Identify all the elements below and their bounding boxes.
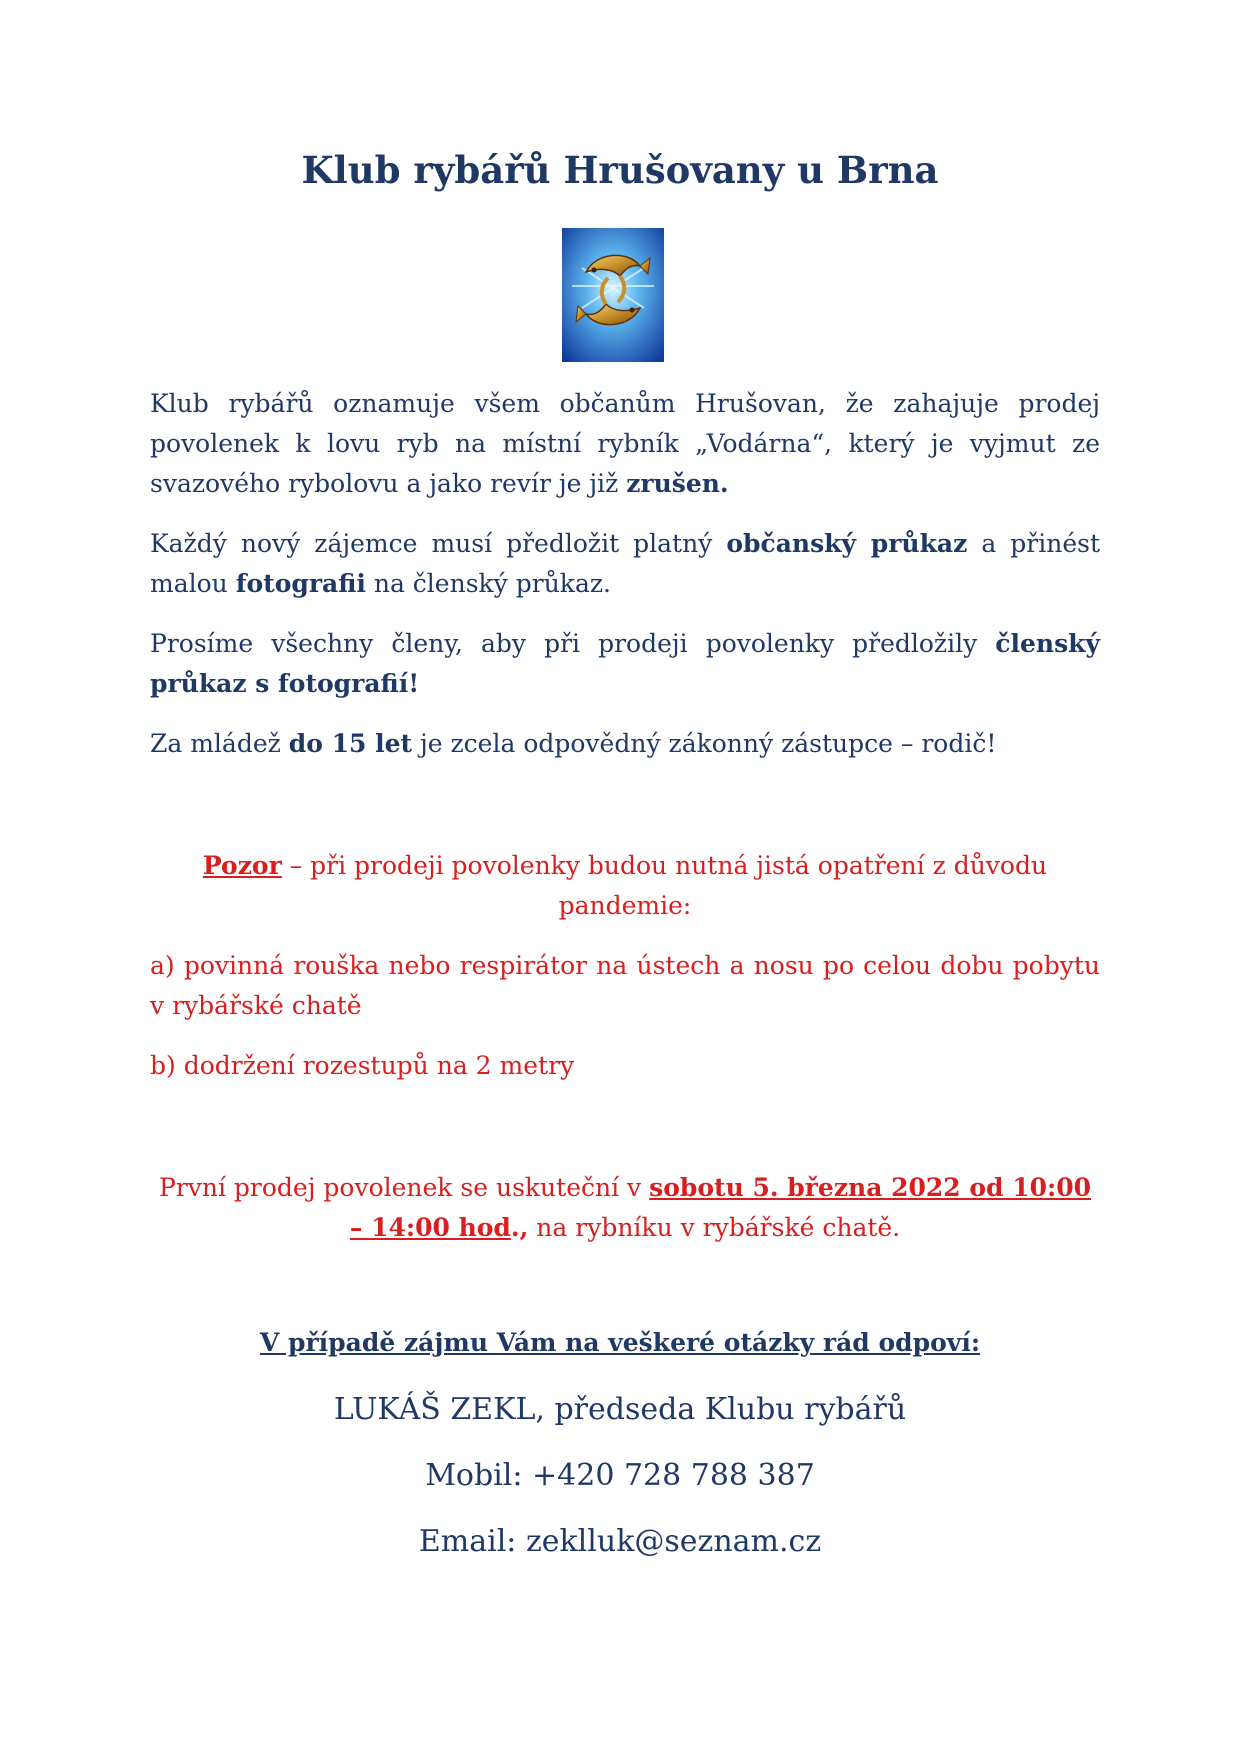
members-text: Prosíme všechny členy, aby při prodeji povolenky předložily (150, 629, 996, 658)
sale-date-time: sobotu 5. března 2022 od 10:00 – 14:00 hod (349, 1173, 1092, 1242)
sale-text-1: První prodej povolenek se uskuteční v (158, 1173, 650, 1202)
requirements-id-card: občanský průkaz (726, 529, 968, 558)
requirements-text-3: na členský průkaz. (365, 569, 611, 598)
youth-age: do 15 let (288, 729, 413, 758)
intro-emphasis: zrušen. (626, 469, 729, 498)
requirements-text-2: a přinést malou (150, 529, 1100, 598)
contact-email: Email: zeklluk@seznam.cz (418, 1524, 822, 1559)
warning-item-b: b) dodržení rozestupů na 2 metry (150, 1051, 575, 1080)
warning-text: – při prodeji povolenky budou nutná jistá opatření z důvodu pandemie: (281, 851, 1048, 920)
intro-text: Klub rybářů oznamuje všem občanům Hrušovan, že zahajuje prodej povolenek k lovu ryb na místní rybník „Vodárna“, který je vyjmut ze svazového rybolovu a jako revír je již (150, 389, 1100, 498)
warning-label: Pozor (202, 851, 282, 880)
contact-name: LUKÁŠ ZEKL, předseda Klubu rybářů (333, 1392, 907, 1427)
requirements-paragraph (150, 524, 1100, 604)
requirements-text-1: Každý nový zájemce musí předložit platný (150, 529, 727, 558)
contact-heading: V případě zájmu Vám na veškeré otázky rád odpoví: (259, 1328, 981, 1357)
members-paragraph (150, 624, 1100, 704)
intro-paragraph (150, 384, 1100, 504)
contact-mobile: Mobil: +420 728 788 387 (425, 1458, 815, 1493)
club-logo (562, 228, 664, 362)
youth-paragraph (150, 724, 1100, 764)
fish-pisces-icon (562, 228, 664, 362)
youth-text-2: je zcela odpovědný zákonný zástupce – rodič! (412, 729, 997, 758)
sale-text-2: na rybníku v rybářské chatě. (528, 1213, 901, 1242)
warning-paragraph (150, 846, 1100, 926)
sale-announcement (150, 1168, 1100, 1248)
requirements-photo: fotografii (235, 569, 366, 598)
page-title: Klub rybářů Hrušovany u Brna (301, 148, 939, 192)
youth-text-1: Za mládež (150, 729, 289, 758)
members-emphasis: členský průkaz s fotografií! (150, 629, 1100, 698)
warning-item-a: a) povinná rouška nebo respirátor na ústech a nosu po celou dobu pobytu v rybářské chatě (150, 951, 1100, 1020)
sale-punct: ., (510, 1213, 529, 1242)
